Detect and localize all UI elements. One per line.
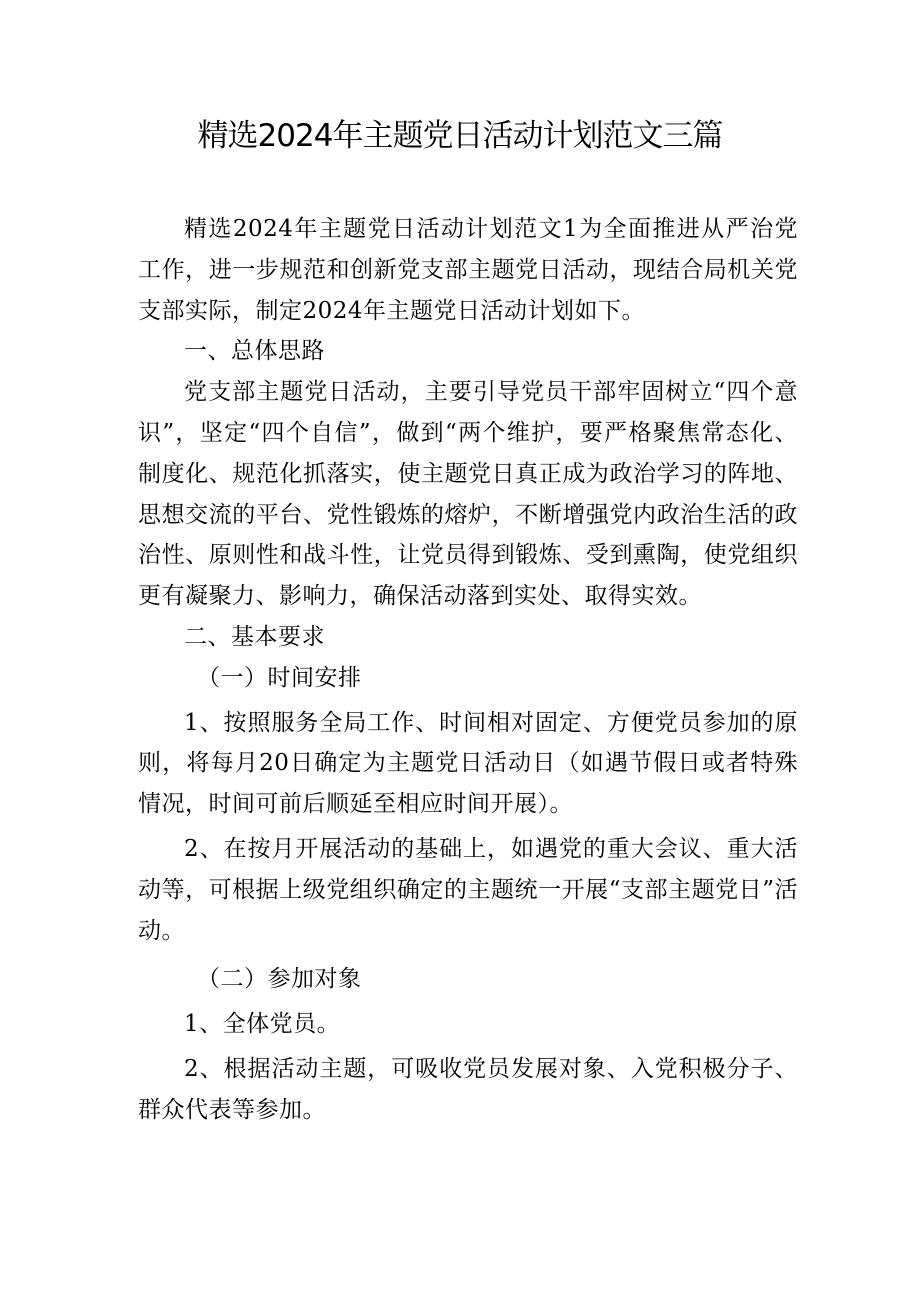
schedule-item-1: 1、按照服务全局工作、时间相对固定、方便党员参加的原则，将每月20日确定为主题党日活动日（如遇节假日或者特殊情况，时间可前后顺延至相应时间开展）。 — [138, 709, 798, 818]
subsection-heading-participants: （二）参加对象 — [197, 966, 362, 993]
document-body — [138, 209, 798, 1131]
intro-paragraph: 精选2024年主题党日活动计划范文1为全面推进从严治党工作，进一步规范和创新党支部主题党日活动，现结合局机关党支部实际，制定2024年主题党日活动计划如下。 — [138, 216, 798, 324]
overall-approach-paragraph: 党支部主题党日活动，主要引导党员干部牢固树立“四个意识”，坚定“四个自信”，做到“两个维护，要严格聚焦常态化、制度化、规范化抓落实，使主题党日真正成为政治学习的阵地、思想交流的平台、党性锻炼的熔炉，不断增强党内政治生活的政治性、原则性和战斗性，让党员得到锻炼、受到熏陶，使党组织更有凝聚力、影响力，确保活动落到实处、取得实效。 — [138, 379, 798, 610]
subsection-heading-schedule: （一）时间安排 — [197, 664, 362, 691]
section-heading-overall-approach: 一、总体思路 — [184, 338, 325, 365]
section-heading-basic-requirements: 二、基本要求 — [184, 623, 325, 650]
participants-item-1: 1、全体党员。 — [184, 1011, 341, 1038]
schedule-item-2: 2、在按月开展活动的基础上，如遇党的重大会议、重大活动等，可根据上级党组织确定的主题统一开展“支部主题党日”活动。 — [138, 835, 798, 944]
participants-item-2: 2、根据活动主题，可吸收党员发展对象、入党积极分子、群众代表等参加。 — [138, 1055, 798, 1123]
document-title: 精选2024年主题党日活动计划范文三篇 — [197, 118, 723, 154]
